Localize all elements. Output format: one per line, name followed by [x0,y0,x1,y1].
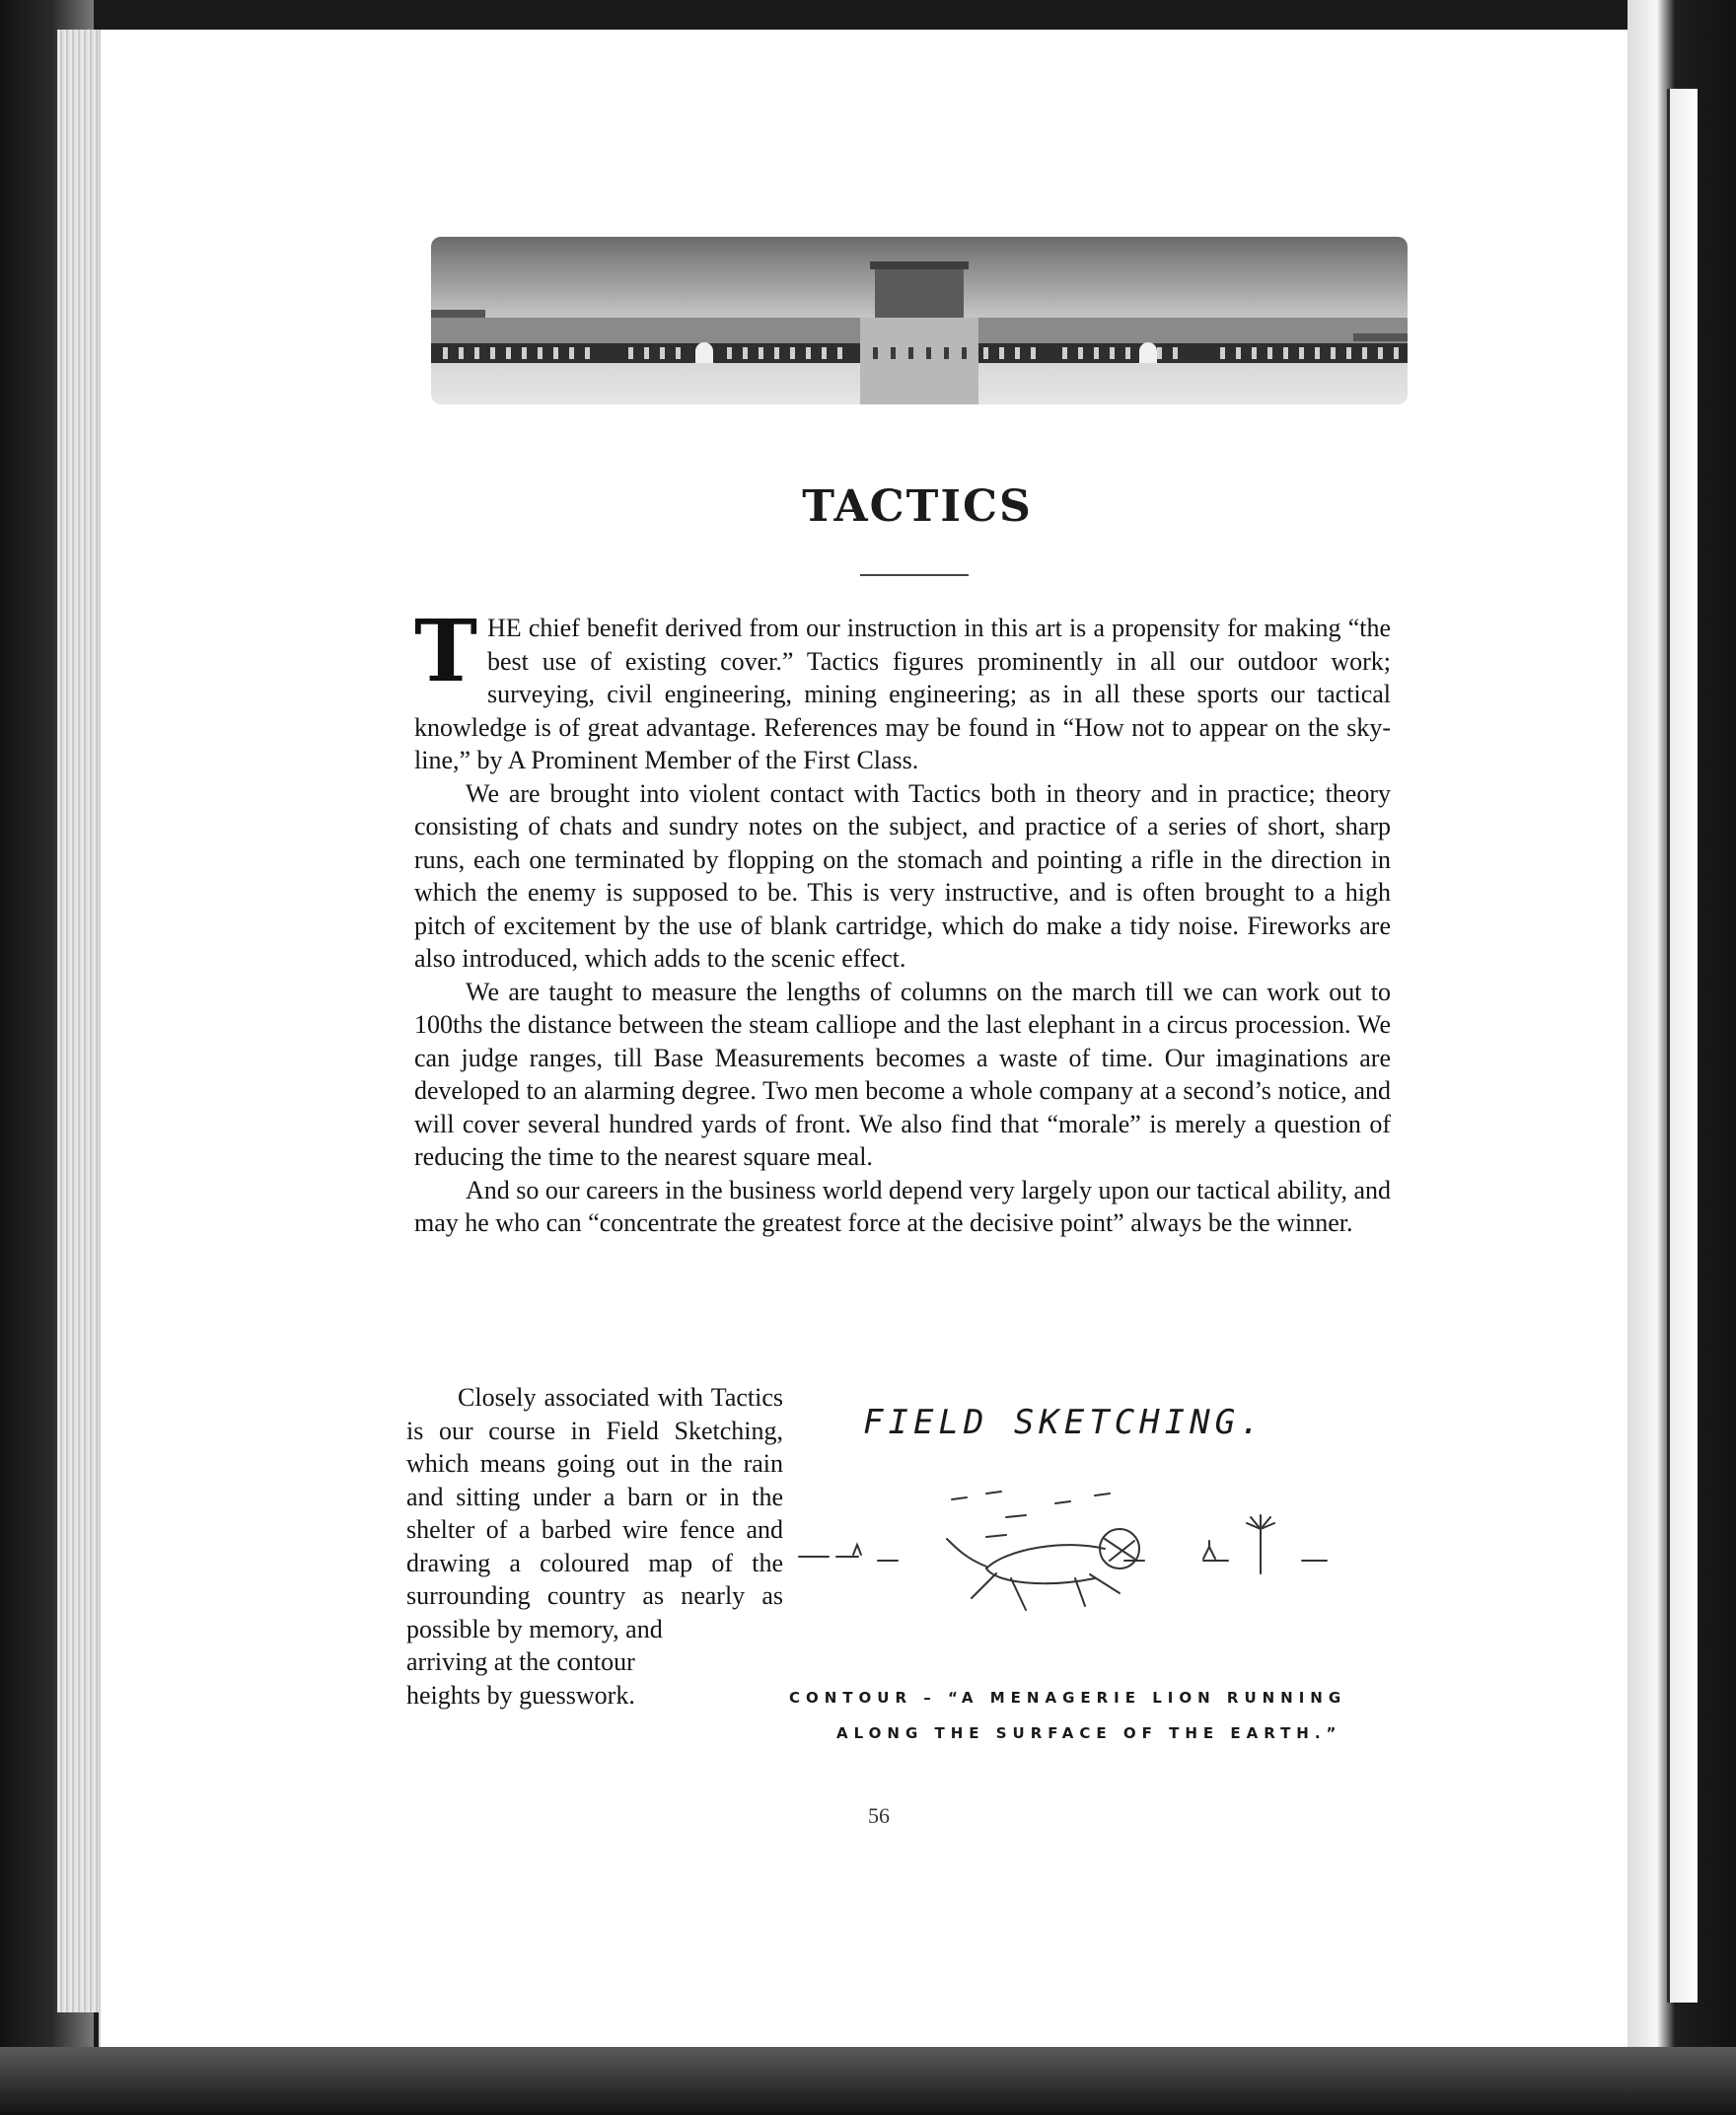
paragraph-1-text: HE chief benefit derived from our instruction in this art is a propensity for making “the best use of existing cover.” Tactics figures prominently in all our outdoor work; surveying, civil engineering, mining engineering; as in all these sports our tactical knowledge is of great advantage. References may be found in “How not to appear on the sky-line,” by A Prominent Member of the First Class. [414,614,1391,774]
paragraph-3: We are taught to measure the lengths of columns on the march till we can work out to 100ths the distance between the steam calliope and the last elephant in a circus procession. We can judge ranges, till Base Measurements becomes a waste of time. Our imaginations are developed to an alarming degree. Two men become a whole company at a second’s notice, and will cover several hundred yards of front. We also find that “morale” is merely a question of reducing the time to the nearest square meal. [414,977,1391,1171]
bottom-shadow [0,2047,1736,2115]
paragraph-4: And so our careers in the business world depend very largely upon our tactical ability, and may he who can “concentrate the greatest force at the decisive point” always be the winner. [414,1175,1391,1237]
paragraph-5: Closely associated with Tactics is our course in Field Sketching, which means going out in the rain and sitting under a barn or in the shelter of a barbed wire fence and drawing a coloured map of the surrounding country as nearly as possible by memory, and [406,1383,783,1643]
title-block [690,481,1144,532]
page-title: TACTICS [802,481,1033,532]
paragraph-5-line-2: heights by guesswork. [406,1680,635,1710]
column-paragraph [406,1381,783,1712]
fort-illustration [431,237,1408,404]
next-page-sliver [1667,89,1698,2003]
sketch-caption-line-1: CONTOUR – “A MENAGERIE LION RUNNING [789,1689,1347,1707]
paragraph-1 [414,602,1391,777]
page-number: 56 [868,1803,890,1828]
paragraph-5-line-1: arriving at the contour [406,1647,635,1676]
article-body [414,602,1391,1240]
sketch-caption-line-2: ALONG THE SURFACE OF THE EARTH.” [836,1724,1342,1742]
paragraph-2: We are brought into violent contact with Tactics both in theory and in practice; theory consisting of chats and sundry notes on the subject, and practice of a series of short, sharp runs, each one terminated by flopping on the stomach and pointing a rifle in the direction in which the enemy is supposed to be. This is very instructive, and is often brought to a high pitch of excitement by the use of blank cartridge, which do make a tidy noise. Fireworks are also introduced, which adds to the scenic effect. [414,778,1391,973]
drop-cap: T [414,602,477,701]
sketch-title: FIELD SKETCHING. [863,1403,1266,1442]
title-rule [860,574,969,576]
